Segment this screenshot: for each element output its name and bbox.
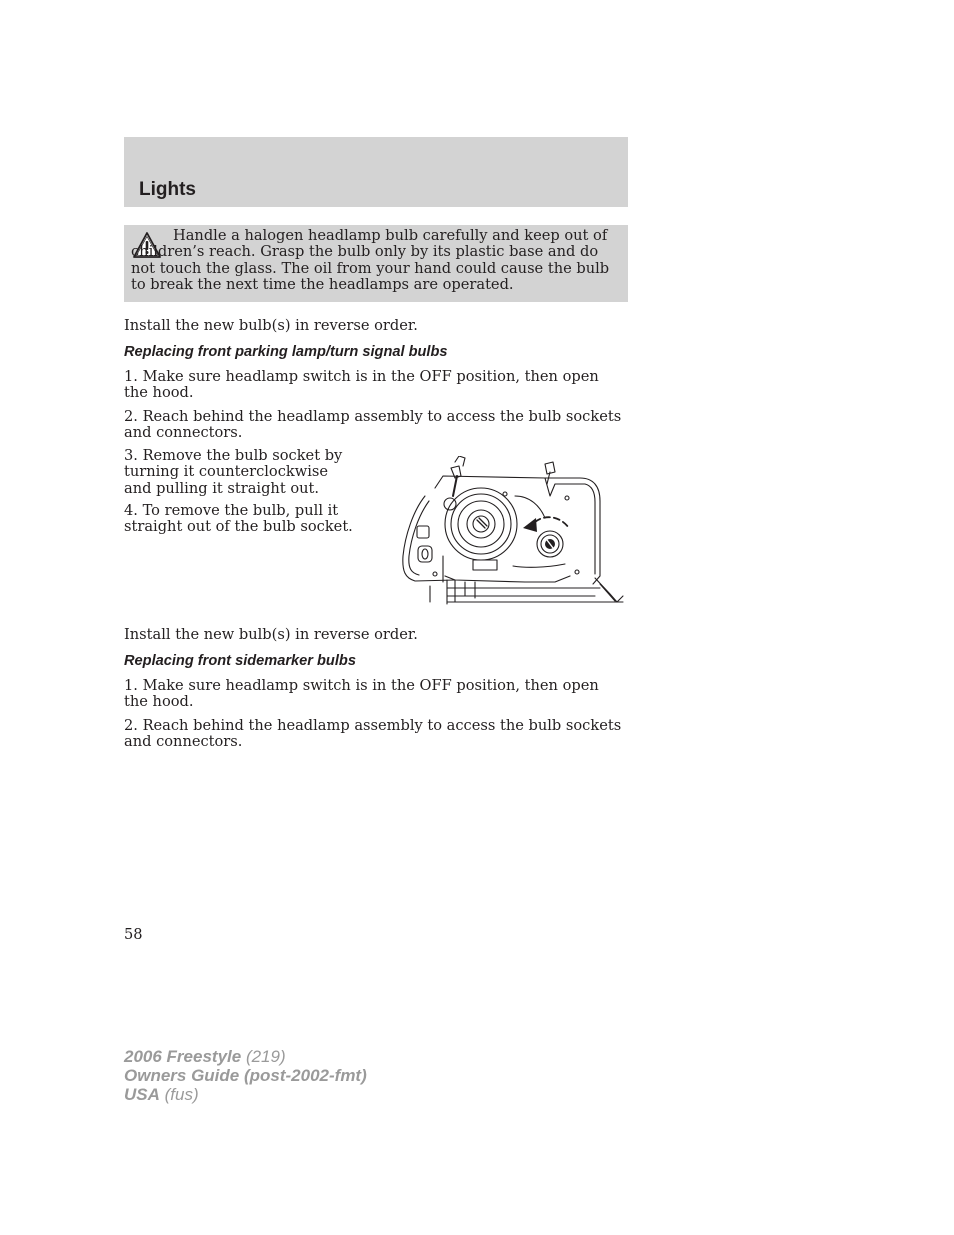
parking-step-1: 1. Make sure headlamp switch is in the OFF position, then open the hood. [124,368,599,402]
footer-line-2 [124,1066,367,1085]
footer-line-3 [124,1085,367,1104]
warning-box [124,225,628,302]
footer-market-code: (fus) [164,1085,199,1104]
section-title: Lights [139,179,196,200]
footer-model-code: (219) [245,1047,286,1066]
sidemarker-step-1: 1. Make sure headlamp switch is in the OFF position, then open the hood. [124,677,599,711]
parking-step-3: 3. Remove the bulb socket by turning it counterclockwise and pulling it straight out. [124,447,343,497]
parking-step-2: 2. Reach behind the headlamp assembly to access the bulb sockets and connectors. [124,408,622,442]
headlamp-bulb-socket-illustration [395,456,625,606]
footer-model: 2006 Freestyle [124,1047,242,1066]
warning-text: Handle a halogen headlamp bulb carefully and keep out of children’s reach. Grasp the bulb only by its plastic base and do not touch the glass. The oil from your hand could cause the bulb to break the next time the headlamps are operated. [131,227,610,294]
footer-guide: Owners Guide (post-2002-fmt) [124,1066,367,1085]
footer-line-1 [124,1047,367,1066]
section-header-band [124,137,628,207]
parking-lamp-heading: Replacing front parking lamp/turn signal bulbs [124,344,448,360]
install-instruction-2: Install the new bulb(s) in reverse order. [124,626,418,643]
page-number: 58 [124,926,143,943]
footer-market: USA [124,1085,160,1104]
parking-step-4: 4. To remove the bulb, pull it straight out of the bulb socket. [124,502,353,536]
install-instruction-1: Install the new bulb(s) in reverse order. [124,317,418,334]
document-footer [124,1047,367,1104]
sidemarker-step-2: 2. Reach behind the headlamp assembly to access the bulb sockets and connectors. [124,717,622,751]
sidemarker-heading: Replacing front sidemarker bulbs [124,653,356,669]
